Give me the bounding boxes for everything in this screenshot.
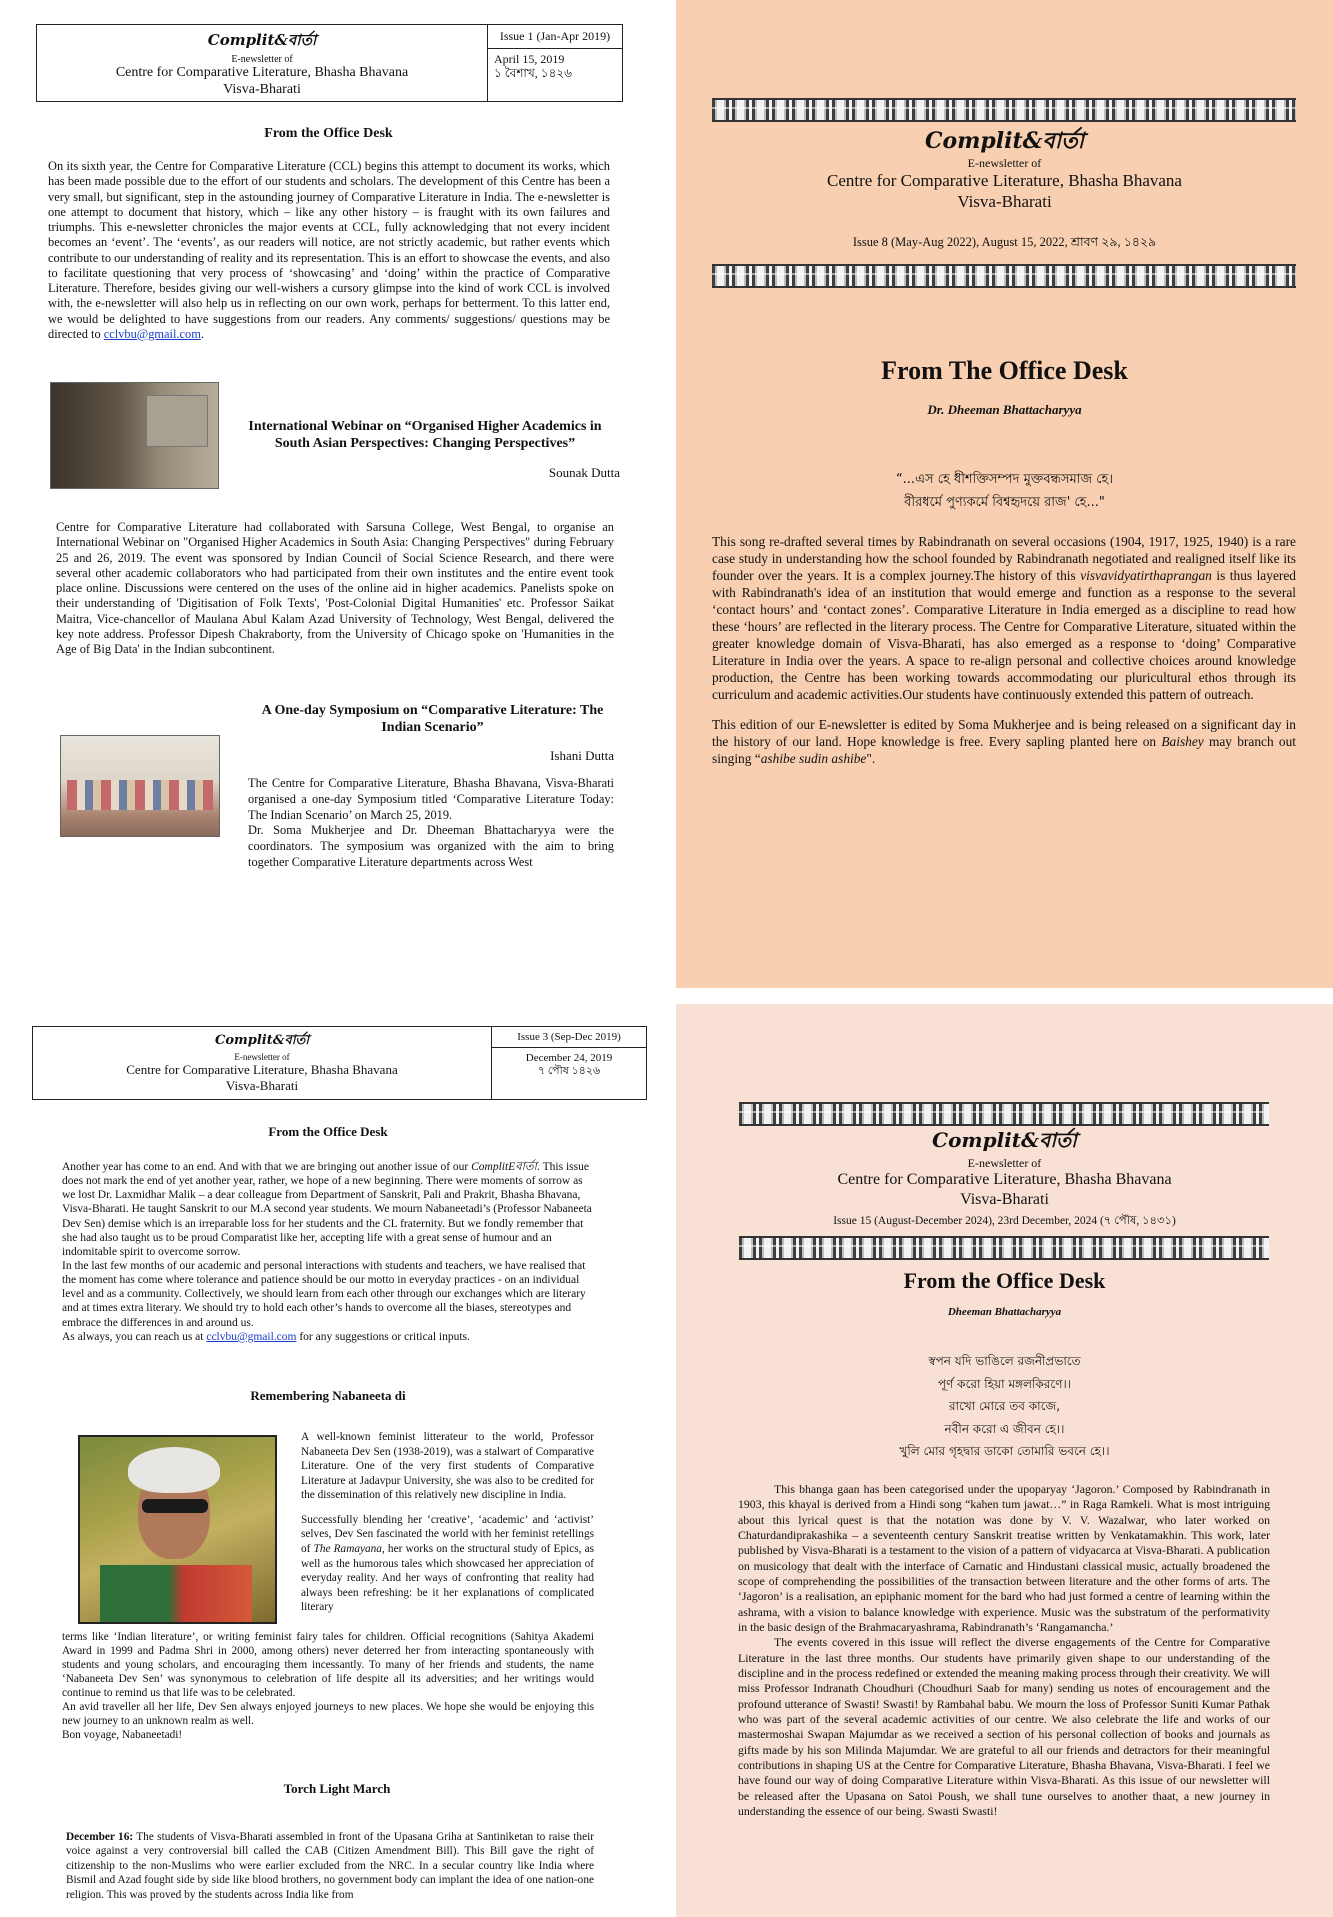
office-desk-title: From the Office Desk <box>268 1124 388 1139</box>
issue-date-cell <box>492 1048 646 1081</box>
symposium-body <box>248 776 614 871</box>
newsletter-issue-8 <box>676 0 1333 988</box>
office-desk-title: From the Office Desk <box>903 1268 1106 1293</box>
para3-start: As always, you can reach us at <box>62 1330 204 1343</box>
issue-date: December 24, 2019 <box>525 1052 613 1064</box>
issue-date-bengali: ৭ পৌষ ১৪২৬ <box>537 1064 601 1077</box>
office-desk-body <box>738 1482 1270 1819</box>
byline: Dr. Dheeman Bhattacharyya <box>927 402 1082 417</box>
para2-rest: , her works on the structural study of Epics, as well as the humorous tales which showcased her appreciation of everyday reality. And her ways of confronting that reality had always been refreshing: be it her explanations of complicated literary <box>301 1542 595 1614</box>
para2-end: ". <box>866 751 876 767</box>
office-desk-end: . <box>200 326 204 341</box>
issue-number: Issue 3 (Sep-Dec 2019) <box>492 1027 646 1048</box>
song-verses <box>676 1350 1333 1463</box>
decorative-border-bottom <box>712 264 1296 288</box>
byline: Dheeman Bhattacharyya <box>947 1306 1062 1318</box>
issue-date-cell <box>488 49 622 85</box>
saree-shape <box>100 1565 252 1622</box>
email-link[interactable]: cclvbu@gmail.com <box>206 1330 297 1343</box>
masthead-university: Visva-Bharati <box>225 1077 299 1093</box>
verse-line: নবীন করো এ জীবন হে।। <box>944 1421 1065 1436</box>
masthead-centre: Centre for Comparative Literature, Bhasha Bhavana <box>115 65 409 80</box>
torch-march-body <box>66 1830 594 1902</box>
issue-line: Issue 8 (May-Aug 2022), August 15, 2022, শ্রাবণ ২৯, ১৪২৯ <box>852 235 1157 249</box>
remembering-para-1: A well-known feminist litterateur to the world, Professor Nabaneeta Dev Sen (1938-2019), was a stalwart of Comparative Literature. One of the very first students of Comparative Literature at Jadavpur University, she was also to be credited for the dissemination of this relatively new discipline in India. <box>301 1431 594 1502</box>
nabaneeta-portrait <box>78 1435 277 1624</box>
masthead-title-block <box>37 25 487 101</box>
masthead-centre: Centre for Comparative Literature, Bhasha Bhavana <box>126 1062 398 1077</box>
decorative-border-bottom <box>739 1236 1269 1260</box>
torch-march-title: Torch Light March <box>283 1781 391 1796</box>
remembering-side-text <box>301 1430 594 1615</box>
newsletter-issue-3 <box>0 1004 676 1917</box>
remembering-para-2 <box>301 1513 594 1615</box>
masthead-university: Visva-Bharati <box>960 1191 1049 1208</box>
masthead-issue-block <box>491 1027 646 1099</box>
office-desk-text: On its sixth year, the Centre for Comparative Literature (CCL) begins this attempt to document its works, which has been made possible due to the effort of our students and scholars. The development of this Centre has been a very small, but significant, step in the astounding journey of Comparative Literature in India. The e-newsletter is one attempt to document that history, which – like any other history – is fraught with its own failures and triumphs. This e-newsletter chronicles the major events at CCL, fully acknowledging that not every incident becomes an ‘event’. The ‘events’, as our readers will notice, are not strictly academic, but rather events which contribute to our understanding of reality and its representation. This is an effort to showcase the events, and also to facilitate questioning that very process of ‘showcasing’ and ‘doing’ within the practice of Comparative Literature. Therefore, besides giving our well-wishers a cursory glimpse into the kind of work CCL is involved with, the e-newsletter will also help us in reflecting on our own work, perhaps for betterment. To this latter end, we would be delighted to have suggestions from our readers. Any comments/ suggestions/ questions may be directed to <box>48 159 610 341</box>
masthead-title-block <box>33 1027 491 1099</box>
masthead-university: Visva-Bharati <box>223 81 301 97</box>
inline-logo: ComplitEবার্তা <box>471 1161 537 1173</box>
issue-date: April 15, 2019 <box>494 52 565 66</box>
verse-line: রাখো মোরে তব কাজে, <box>948 1399 1061 1413</box>
group-row <box>67 780 213 810</box>
masthead-box <box>36 24 623 102</box>
remembering-title: Remembering Nabaneeta di <box>250 1388 406 1403</box>
newsletter-issue-15 <box>676 1004 1333 1917</box>
webinar-title: International Webinar on “Organised Higher Academics in South Asian Perspectives: Changing Perspectives” <box>248 419 602 452</box>
masthead-issue-block <box>487 25 622 101</box>
screen-shape <box>146 395 208 447</box>
para2-term: Baishey <box>1161 734 1204 750</box>
sunglasses-shape <box>142 1499 208 1513</box>
para1-rest: . This issue does not mark the end of yet another year, rather, we hope of a new beginning. There were moments of sorrow as we lost Dr. Laxmidhar Malik – a dear colleague from Department of Sanskrit, Pali and Prakrit, Bhasha Bhavana, Visva-Bharati. He taught Sanskrit to our M.A second year students. We mourn Nabaneetadi’s (Professor Nabaneeta Dev Sen) demise which is an irreparable loss for her students and the CL fraternity. But we fondly remember that she had also taught us to be proud Comparatist like her, accepting life with a great sense of humour and an indomitable spirit to overcome sorrow. <box>62 1161 592 1258</box>
hair-shape <box>128 1447 220 1493</box>
email-link[interactable]: cclvbu@gmail.com <box>103 326 201 341</box>
office-desk-para-2: In the last few months of our academic and personal interactions with students and teachers, we have realised that the moment has come where tolerance and patience should be our motto in everyday practices - on an individual level and as a community. Collectively, we should learn from each other through our exchanges which are literary and at times extra literary. We should try to hold each other’s hands to overcome all the biases, stereotypes and embrace the differences in and around us. <box>62 1259 586 1329</box>
verse-line: খুলি মোর গৃহদ্বার ডাকো তোমারি ভবনে হে।। <box>899 1444 1110 1458</box>
office-desk-body <box>62 1160 594 1344</box>
para3-end: for any suggestions or critical inputs. <box>299 1330 470 1343</box>
remembering-para-4: An avid traveller all her life, Dev Sen always enjoyed journeys to new places. We hope she would be enjoying this new journey to an unknown realm as well. <box>62 1701 594 1727</box>
para2-start: This edition of our E-newsletter is edited by Soma Mukherjee and is being released on a significant day in the history of our land. Hope knowledge is free. Every sapling planted here on <box>712 717 1296 750</box>
masthead-box <box>32 1026 647 1100</box>
issue-date-bengali: ১ বৈশাখ, ১৪২৬ <box>494 65 572 80</box>
torch-date: December 16: <box>66 1831 134 1843</box>
ramayana-title: The Ramayana <box>313 1542 382 1555</box>
body-paragraph-1: This bhanga gaan has been categorised under the upoparyay ‘Jagoron.’ Composed by Rabindranath in 1903, this khayal is derived from a Hindi song “kahen tum jawat…” in Raga Ramkeli. What is most intriguing about this lyrical quest is that the notation was done by V. V. Wazalwar, who later worked on Chaturdandiprakashika – a seventeenth century Sanskrit treatise written by Venkatamakhin. This work, later published by Visva-Bharati is a testament to the vision of a pattern of vidyacarca at Visva-Bharati. A publication on musicology that dealt with the interface of Carnatic and Hindustani classical music, actually broadened the scope of comprehending the possibilities of the transaction between literature and the other forms of arts. The ‘Jagoron’ is a realisation, an epiphanic moment for the bard who had just formed a centre of learning within the ashrama, with a vision to balance knowledge with experience. Music was the substratum of the performativity in the basic design of the Brahmacaryashrama, Rabindranath’s ‘Rangamancha.’ <box>738 1482 1270 1634</box>
masthead-university: Visva-Bharati <box>957 192 1052 211</box>
verse-line: স্বপন যদি ভাঙিলে রজনীপ্রভাতে <box>928 1354 1081 1368</box>
song-verse-2: বীরধর্মে পুণ্যকর্মে বিশ্বহৃদয়ে রাজ' হে..." <box>904 495 1105 510</box>
complit-logo: Complit&বার্তা <box>924 128 1085 154</box>
song-verse-1: “...এস হে ধীশক্তিসম্পদ মুক্তবন্ধসমাজ হে। <box>895 472 1114 487</box>
decorative-border-top <box>712 98 1296 122</box>
masthead-centre: Centre for Comparative Literature, Bhasha Bhavana <box>837 1171 1172 1188</box>
masthead-subtitle: E-newsletter of <box>967 156 1042 170</box>
office-desk-body <box>48 159 610 342</box>
webinar-author: Sounak Dutta <box>548 465 620 480</box>
decorative-border-top <box>739 1102 1269 1126</box>
body-paragraph-1 <box>712 533 1296 703</box>
para2-song: ashibe sudin ashibe <box>760 751 867 767</box>
symposium-para-2: Dr. Soma Mukherjee and Dr. Dheeman Bhattacharyya were the coordinators. The symposium was organized with the aim to bring together Comparative Literature departments across West <box>248 823 614 869</box>
remembering-para-5: Bon voyage, Nabaneetadi! <box>62 1729 183 1741</box>
para2-start: Successfully blending her ‘creative’, ‘academic’ and ‘activist’ selves, Dev Sen fascinated the world with her feminist retellings of <box>301 1513 594 1555</box>
complit-logo: Complit&বার্তা <box>207 31 317 49</box>
para1-start: Another year has come to an end. And with that we are bringing out another issue of our <box>62 1161 469 1173</box>
webinar-photo <box>50 382 219 489</box>
symposium-para-1: The Centre for Comparative Literature, Bhasha Bhavana, Visva-Bharati organised a one-day Symposium titled ‘Comparative Literature Today: The Indian Scenario’ on March 25, 2019. <box>248 776 614 822</box>
office-desk-title: From The Office Desk <box>881 356 1128 385</box>
office-desk-para-1 <box>62 1160 594 1259</box>
body-paragraph-2 <box>712 716 1296 767</box>
complit-logo: Complit&বার্তা <box>932 1128 1077 1152</box>
webinar-body: Centre for Comparative Literature had collaborated with Sarsuna College, West Bengal, to organise an International Webinar on "Organised Higher Academics in South Asia: Changing Perspectives" during February 25 and 26, 2019. The event was sponsored by Indian Council of Social Science Research, and there were several other academic collaborators who had participated from their own institutes and the entire event took place online. Discussions were centered on the uses of the online aid in higher academics. Panelists spoke on their understanding of 'Digitisation of Folk Texts', 'Post-Colonial Digital Humanities' etc. Professor Saikat Maitra, Vice-chancellor of Maulana Abul Kalam Azad University of Technology, West Bengal, delivered the key note address. Professor Dipesh Chakraborty, from the University of Chicago spoke on 'Humanities in the Age of Big Data' in the Indian subcontinent. <box>56 520 614 656</box>
masthead-centre: Centre for Comparative Literature, Bhasha Bhavana <box>827 171 1182 190</box>
para1-end: is thus layered with Rabindranath's idea of an institution that would emerge and function as a response to the several ‘contact hours’ and ‘contact zones’. Comparative Literature in India emerged as a discipline to read how these ‘hours’ are reflected in the literary process. The Centre for Comparative Literature, situated within the greater knowledge domain of Visva-Bharati, has also emerged as a response to ‘doing’ Comparative Literature in India over the years. A space to re-align personal and collective choices around knowledge production, the Centre has been working towards accommodating our pluricultural ethos through its curriculum and academic activities.Our students have continuously extended this pattern of outreach. <box>712 568 1296 703</box>
issue-line: Issue 15 (August-December 2024), 23rd December, 2024 (৭ পৌষ, ১৪৩১) <box>833 1215 1176 1227</box>
office-desk-body <box>712 533 1296 767</box>
office-desk-title: From the Office Desk <box>264 126 393 141</box>
symposium-group-photo <box>60 735 220 837</box>
masthead-subtitle: E-newsletter of <box>231 54 293 65</box>
masthead-subtitle: E-newsletter of <box>234 1052 290 1062</box>
para2-mid: may branch out singing “ <box>712 734 1296 767</box>
issue-number: Issue 1 (Jan-Apr 2019) <box>488 25 622 49</box>
newsletter-issue-1 <box>0 0 676 988</box>
masthead-subtitle: E-newsletter of <box>967 1156 1042 1170</box>
symposium-title: A One-day Symposium on “Comparative Literature: The Indian Scenario” <box>261 703 604 736</box>
remembering-full-text <box>62 1630 594 1742</box>
para1-term: visvavidyatirthaprangan <box>1080 568 1212 584</box>
remembering-para-3: terms like ‘Indian literature’, or writing feminist fairy tales for children. Official recognitions (Sahitya Akademi Award in 1999 and Padma Shri in 2000, among others) never deterred her from interacting spontaneously with students and young scholars, and encouraging them incessantly. To many of her friends and students, the name ‘Nabaneeta Dev Sen’ was synonymous to celebration of life despite all its adversities; and her writings would continue to remind us that life was to be celebrated. <box>62 1631 594 1699</box>
complit-logo: Complit&বার্তা <box>214 1033 309 1048</box>
office-desk-para-3 <box>62 1330 594 1344</box>
verse-line: পূর্ণ করো হিয়া মঙ্গলকিরণে।। <box>937 1376 1072 1391</box>
torch-text: The students of Visva-Bharati assembled in front of the Upasana Griha at Santiniketan to raise their voice against a very controversial bill called the CAB (Citizen Amendment Bill). This Bill gave the right of citizenship to the non-Muslims who were earlier excluded from the NRC. In a secular country like India where Bismil and Azad fought side by side like blood brothers, no government body can implant the idea of one nation-one religion. This was proved by the students across India like from <box>66 1831 594 1901</box>
symposium-author: Ishani Dutta <box>550 748 614 763</box>
para1-start: This song re-drafted several times by Rabindranath on several occasions (1904, 1917, 1925, 1940) is a rare case study in understanding how the school founded by Rabindranath negotiated and realigned itself like its founder over the years. It is a complex journey.The history of this <box>712 534 1296 584</box>
body-paragraph-2: The events covered in this issue will reflect the diverse engagements of the Centre for Comparative Literature in the last three months. Our students have primarily given shape to our understanding of the discipline and in the process redefined or extended the meaning making process through their creativity. We will miss Professor Indranath Choudhuri (Choudhuri Saab for many) sending us notes of encouragement and the profound utterance of Swasti! Swasti! by Rambahal babu. We mourn the loss of Professor Suniti Kumar Pathak who was part of the several academic activities of our centre. We also celebrate the life and works of our mastermoshai Swapan Majumdar as we received a section of his personal collection of books and journals as gifts made by his son Milinda Majumdar. We are grateful to all our friends and detractors for their meaningful contributions in shaping US at the Centre for Comparative Literature, Bhasha Bhavana, Visva-Bharati. I feel we have found our way of doing Comparative Literature within Visva-Bharati. As this issue of our newsletter will be released after the Upasana on Satoi Poush, we shall tune ourselves to another thaat, a new journey in understanding the essence of our being. Swasti Swasti! <box>738 1635 1270 1818</box>
